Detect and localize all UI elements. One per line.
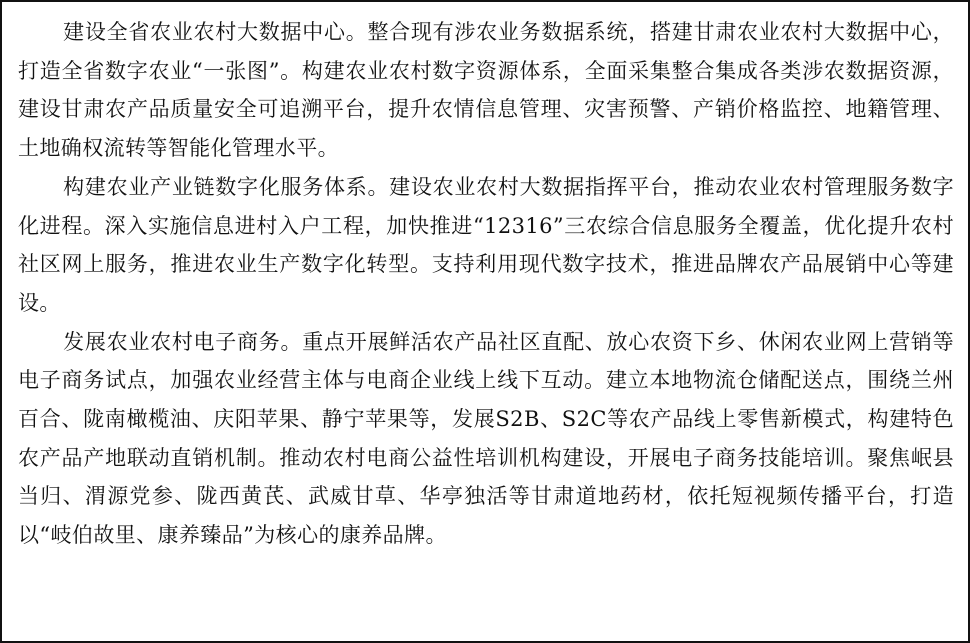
paragraph-big-data-center: 建设全省农业农村大数据中心。整合现有涉农业务数据系统，搭建甘肃农业农村大数据中心，打造全省数字农业“一张图”。构建农业农村数字资源体系，全面采集整合集成各类涉农数据资源，建设甘肃农产品质量安全可追溯平台，提升农情信息管理、灾害预警、产销价格监控、地籍管理、土地确权流转等智能化管理水平。 <box>18 20 954 161</box>
paragraph-e-commerce: 发展农业农村电子商务。重点开展鲜活农产品社区直配、放心农资下乡、休闲农业网上营销等电子商务试点，加强农业经营主体与电商企业线上线下互动。建立本地物流仓储配送点，围绕兰州百合、陇南橄榄油、庆阳苹果、静宁苹果等，发展S2B、S2C等农产品线上零售新模式，构建特色农产品产地联动直销机制。推动农村电商公益性培训机构建设，开展电子商务技能培训。聚焦岷县当归、渭源党参、陇西黄芪、武威甘草、华亭独活等甘肃道地药材，依托短视频传播平台，打造以“岐伯故里、康养臻品”为核心的康养品牌。 <box>18 329 954 548</box>
paragraph-digital-service-system: 构建农业产业链数字化服务体系。建设农业农村大数据指挥平台，推动农业农村管理服务数字化进程。深入实施信息进村入户工程，加快推进“12316”三农综合信息服务全覆盖，优化提升农村社区网上服务，推进农业生产数字化转型。支持利用现代数字技术，推进品牌农产品展销中心等建设。 <box>18 174 954 315</box>
text-body <box>18 13 954 555</box>
